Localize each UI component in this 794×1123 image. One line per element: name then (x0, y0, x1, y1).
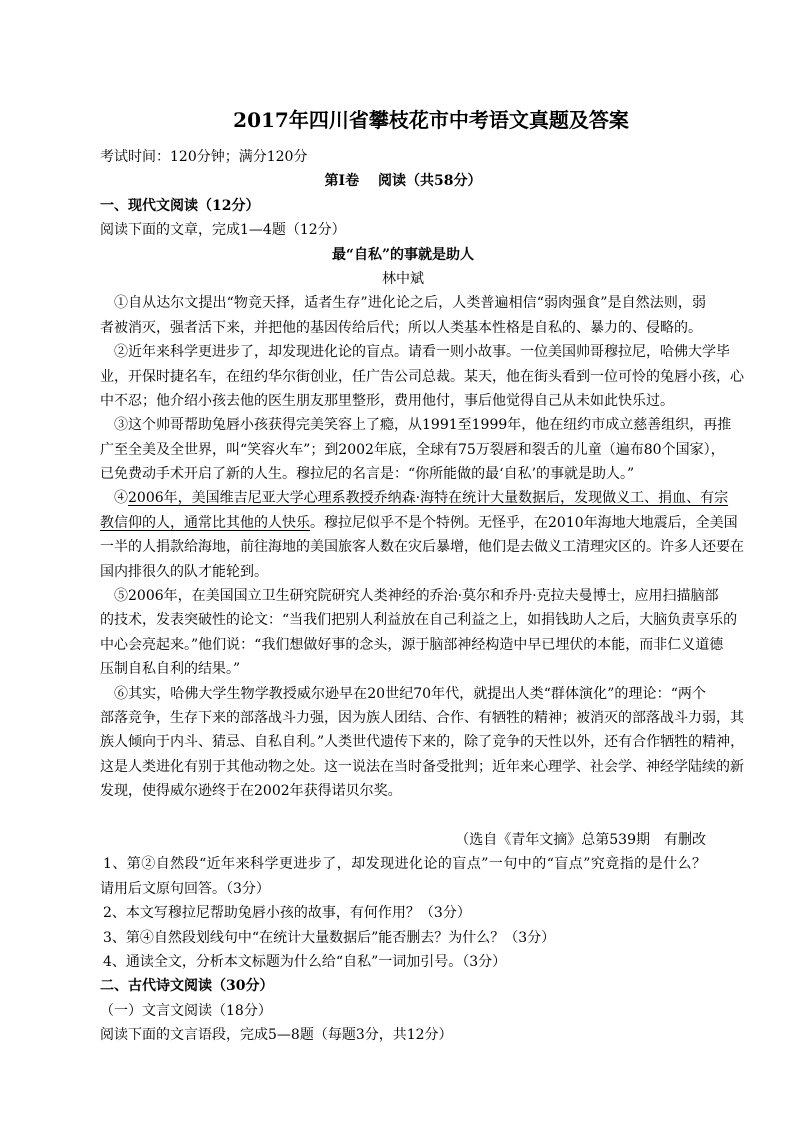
spacer (100, 804, 706, 828)
text-line: ①自从达尔文提出“物竞天择，适者生存”进化论之后，人类普遍相信“弱肉强食”是自然法则，弱 (114, 295, 706, 312)
section1-heading: 一、现代文阅读（12分） (100, 197, 260, 214)
section2-heading: 二、古代诗文阅读（30分） (100, 978, 274, 995)
paragraph-2 (100, 340, 744, 413)
underlined-sentence: 2006年，美国维吉尼亚大学心理系教授乔纳森·海特在统计大量数据后，发现做义工、捐血、有宗 (128, 490, 729, 507)
text-line: 国内排很久的队才能轮到。 (100, 563, 268, 580)
text-line: 族人倾向于内斗、猜忌、自私自利。”人类世代遗传下来的，除了竞争的天性以外，还有合作牺牲的精神， (100, 734, 745, 751)
text-line: 中心会亮起来。”他们说：“我们想做好事的念头，源于脑部神经构造中早已埋伏的本能，而非仁义道德 (100, 636, 724, 653)
text-line: 部落竞争，生存下来的部落战斗力强，因为族人团结、合作、有牺牲的精神；被消灭的部落战斗力弱，其 (100, 709, 744, 726)
paragraph-number: ④ (114, 490, 128, 507)
text-line: 业，开保时捷名车，在纽约华尔街创业，任广告公司总裁。某天，他在街头看到一位可怜的兔唇小孩，心 (100, 368, 744, 385)
article-author: 林中斌 (382, 270, 424, 287)
article-source: （选自《青年文摘》总第539期 有删改 (455, 831, 706, 848)
exam-info: 考试时间：120分钟；满分120分 (100, 149, 308, 165)
text-line: 已免费动手术开启了新的人生。穆拉尼的名言是：“你所能做的最‘自私’的事就是助人。” (100, 466, 635, 483)
text-line: ⑥其实，哈佛大学生物学教授威尔逊早在20世纪70年代，就提出人类“群体演化”的理论：“两个 (114, 685, 706, 702)
paragraph-5 (100, 584, 738, 682)
text-line: 发现，使得威尔逊终于在2002年获得诺贝尔奖。 (100, 783, 402, 800)
text-line: 一半的人捐款给海地，前往海地的美国旅客人数在灾后暴增，他们是去做义工清理灾区的。许多人还要在 (100, 539, 744, 556)
section2-subheading: （一）文言文阅读（18分） (100, 1002, 272, 1019)
text-line: 者被消灭，强者活下来，并把他的基因传给后代；所以人类基本性格是自私的、暴力的、侵略的。 (100, 319, 702, 336)
text-line: 这是人类进化有别于其他动物之处。这一说法在当时备受批判；近年来心理学、社会学、神经学陆续的新 (100, 758, 744, 775)
underlined-sentence: 教信仰的人，通常比其他的人快乐 (100, 514, 310, 531)
text-line: 请用后文原句回答。（3分） (100, 880, 270, 897)
document-body (100, 145, 745, 1047)
text-line: 中不忍；他介绍小孩去他的医生朋友那里整形，费用他付，事后他觉得自己从未如此快乐过。 (100, 392, 674, 409)
paragraph-3 (100, 413, 732, 486)
question-2: 2、本文写穆拉尼帮助兔唇小孩的故事，有何作用？（3分） (103, 905, 471, 922)
paragraph-6 (100, 682, 745, 804)
text-line: 1、第②自然段“近年来科学更进步了，却发现进化论的盲点”一句中的“盲点”究竟指的是什么？ (103, 856, 706, 873)
text-line: ②近年来科学更进步了，却发现进化论的盲点。请看一则小故事。一位美国帅哥穆拉尼，哈佛大学毕 (114, 344, 730, 361)
text-line: ⑤2006年，在美国国立卫生研究院研究人类神经的乔治·莫尔和乔丹·克拉夫曼博士，应用扫描脑部 (114, 588, 719, 605)
question-4: 4、通读全文，分析本文标题为什么给“自私”一词加引号。（3分） (103, 953, 507, 970)
text-line: 压制自私自利的结果。” (100, 661, 241, 678)
volume-heading: 第Ⅰ卷 阅读（共58分） (324, 173, 482, 190)
text-line: ③这个帅哥帮助兔唇小孩获得完美笑容上了瘾，从1991至1999年，他在纽约市成立慈善组织，再推 (114, 417, 732, 434)
section1-instruction: 阅读下面的文章，完成1—4题（12分） (100, 222, 346, 239)
article-title: 最“自私”的事就是助人 (331, 246, 475, 263)
text-line: 广至全美及全世界，叫“笑容火车”；到2002年底，全球有75万裂唇和裂舌的儿童（遍布80个国家）， (100, 441, 725, 458)
text-line: 的技术，发表突破性的论文：“当我们把别人利益放在自己利益之上，如捐钱助人之后，大脑负责享乐的 (100, 612, 738, 629)
section2-instruction: 阅读下面的文言语段，完成5—8题（每题3分，共12分） (100, 1027, 453, 1044)
question-1 (100, 852, 706, 901)
paragraph-1 (100, 291, 706, 340)
text-span: 。穆拉尼似乎不是个特例。无怪乎，在2010年海地大地震后，全美国 (310, 514, 738, 531)
text-line (100, 486, 729, 510)
text-line (100, 511, 738, 535)
paragraph-4 (100, 486, 744, 584)
document-title: 2017年四川省攀枝花市中考语文真题及答案 (233, 108, 629, 132)
question-3: 3、第④自然段划线句中“在统计大量数据后”能否删去？为什么？（3分） (103, 929, 556, 946)
